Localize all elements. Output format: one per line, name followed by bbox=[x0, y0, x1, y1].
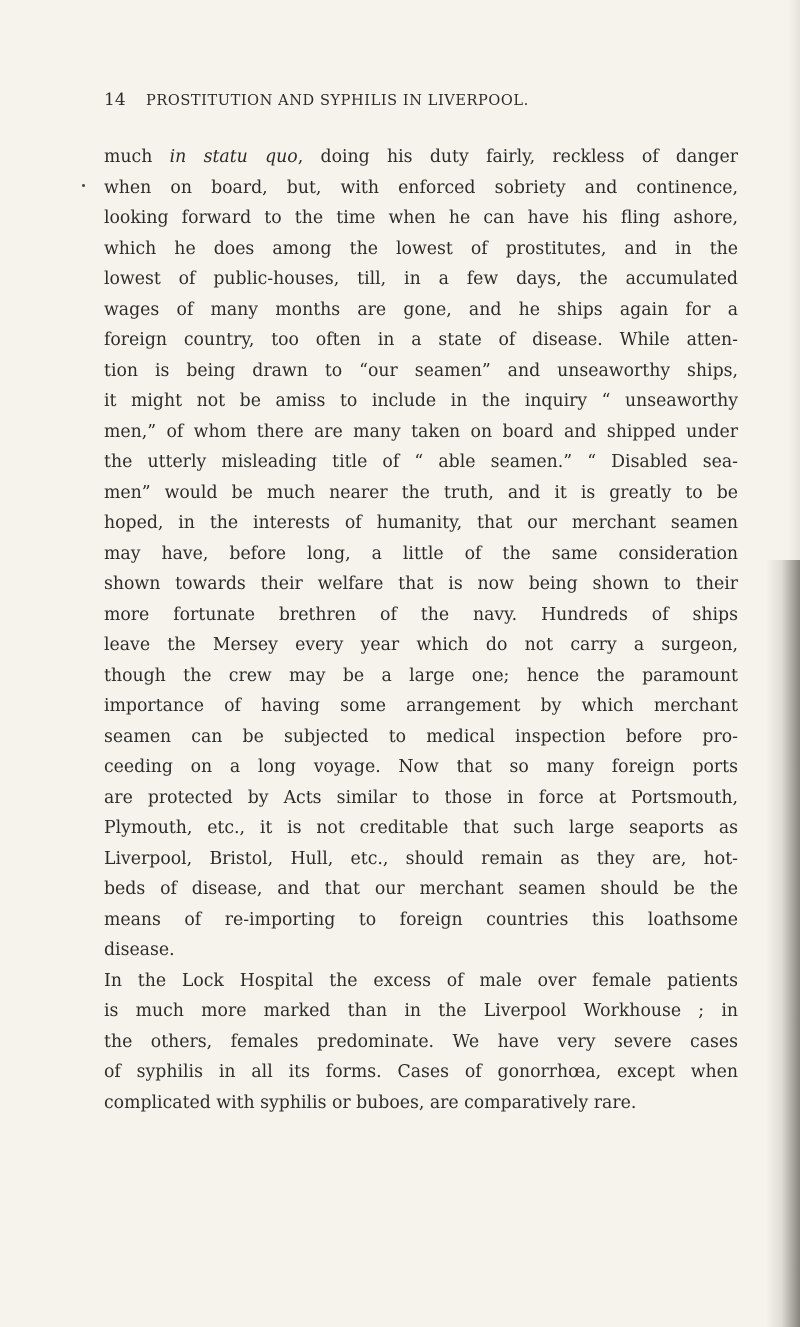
text-line: lowest of public-houses, till, in a few days, the accumulated bbox=[104, 269, 738, 289]
latin-phrase: in statu quo bbox=[169, 147, 298, 167]
text-line: tion is being drawn to “our seamen” and unseaworthy ships, bbox=[104, 360, 738, 381]
text-line: In the Lock Hospital the excess of male over female patients bbox=[104, 970, 738, 991]
text-line: much in statu quo, doing his duty fairly, reckless of danger bbox=[104, 147, 738, 167]
text-line: importance of having some arrangement by which merchant bbox=[104, 696, 738, 716]
text-line: is much more marked than in the Liverpool Workhouse ; in bbox=[104, 1001, 738, 1021]
text-line: more fortunate brethren of the navy. Hundreds of ships bbox=[104, 604, 738, 625]
text-line: men,” of whom there are many taken on board and shipped under bbox=[104, 421, 738, 442]
text-line: beds of disease, and that our merchant seamen should be the bbox=[104, 879, 738, 899]
text-line: leave the Mersey every year which do not carry a surgeon, bbox=[104, 635, 738, 655]
page-edge-shadow bbox=[766, 560, 800, 1327]
page-header bbox=[104, 88, 734, 118]
text-line: wages of many months are gone, and he ships again for a bbox=[104, 299, 738, 320]
text-line: though the crew may be a large one; hence the paramount bbox=[104, 665, 738, 686]
text-line: complicated with syphilis or buboes, are comparatively rare. bbox=[104, 1092, 637, 1113]
text-line: may have, before long, a little of the same consideration bbox=[104, 543, 738, 564]
text-line: looking forward to the time when he can have his fling ashore, bbox=[104, 208, 738, 228]
text-line: which he does among the lowest of prostitutes, and in the bbox=[104, 238, 738, 259]
text-line: of syphilis in all its forms. Cases of gonorrhœa, except when bbox=[104, 1062, 738, 1082]
text-line: men” would be much nearer the truth, and it is greatly to be bbox=[104, 482, 738, 503]
text-line: shown towards their welfare that is now being shown to their bbox=[104, 574, 738, 594]
text-line: Plymouth, etc., it is not creditable that such large seaports as bbox=[104, 818, 738, 838]
text-line: the others, females predominate. We have very severe cases bbox=[104, 1031, 738, 1052]
text-line: when on board, but, with enforced sobriety and continence, bbox=[104, 177, 738, 198]
page-number: 14 bbox=[104, 90, 126, 110]
text-line: foreign country, too often in a state of disease. While atten- bbox=[104, 330, 738, 350]
text-line: the utterly misleading title of “ able seamen.” “ Disabled sea- bbox=[104, 452, 738, 472]
ink-speck bbox=[82, 184, 85, 187]
text-line: it might not be amiss to include in the inquiry “ unseaworthy bbox=[104, 391, 738, 411]
page-edge-shadow-top bbox=[788, 0, 800, 560]
text-line: Liverpool, Bristol, Hull, etc., should remain as they are, hot- bbox=[104, 848, 738, 869]
text-line: seamen can be subjected to medical inspection before pro- bbox=[104, 726, 738, 747]
text-line: disease. bbox=[104, 940, 175, 960]
text-line: ceeding on a long voyage. Now that so many foreign ports bbox=[104, 757, 738, 777]
body-text bbox=[104, 142, 738, 1118]
running-title: PROSTITUTION AND SYPHILIS IN LIVERPOOL. bbox=[146, 93, 529, 109]
text-line: means of re-importing to foreign countries this loathsome bbox=[104, 909, 738, 930]
text-line: hoped, in the interests of humanity, that our merchant seamen bbox=[104, 513, 738, 533]
text-line: are protected by Acts similar to those in force at Portsmouth, bbox=[104, 787, 738, 808]
